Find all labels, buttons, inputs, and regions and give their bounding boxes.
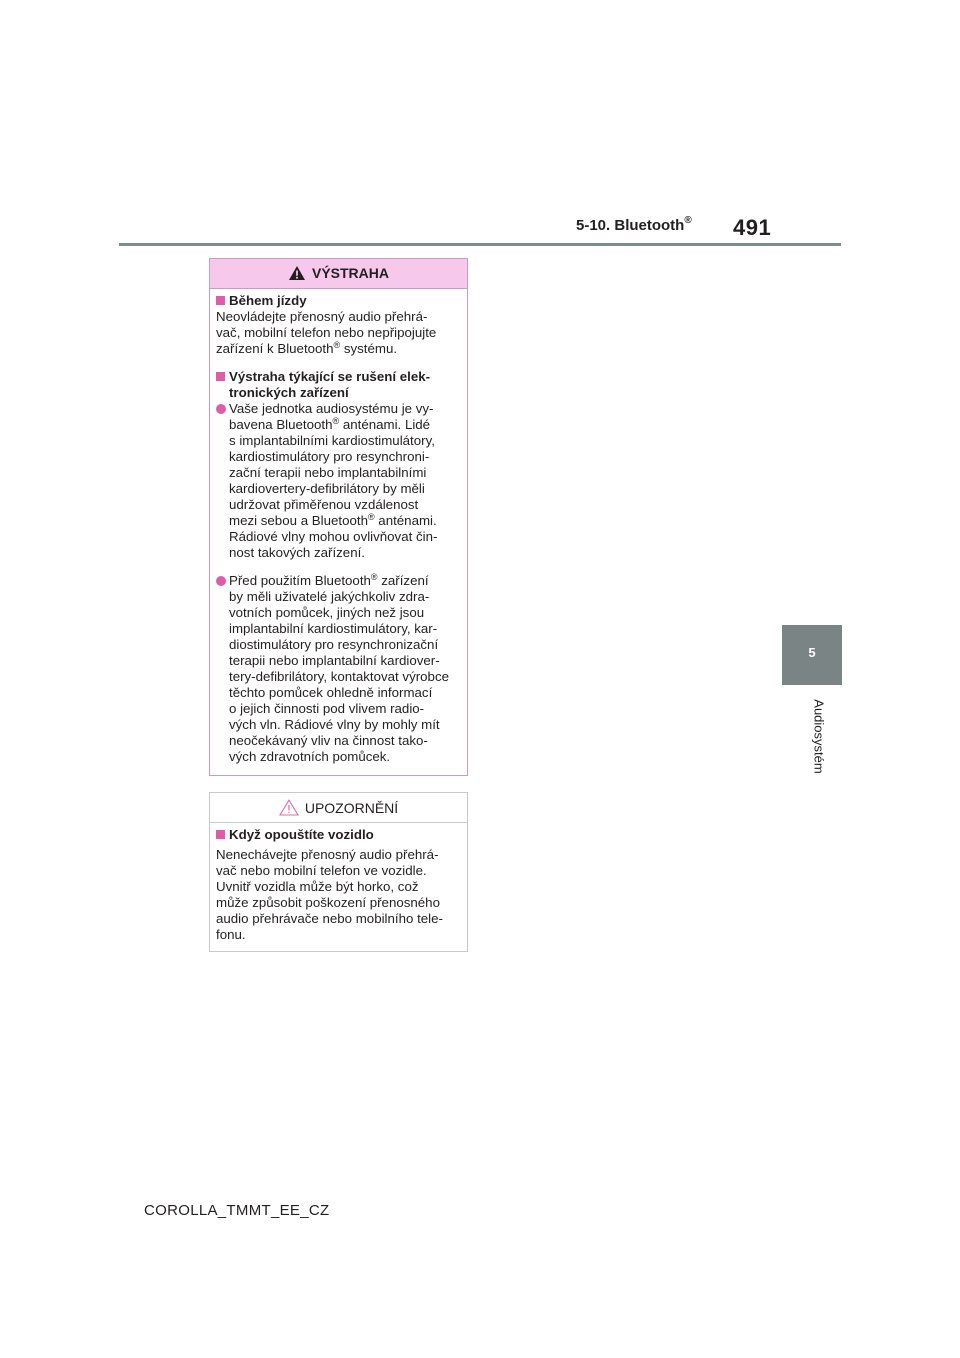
square-bullet-icon [216,372,225,381]
caution-title: UPOZORNĚNÍ [304,800,399,816]
list-item: Před použitím Bluetooth® zařízení by měli uživatelé jakýchkoliv zdra- votních pomůcek, jiných než jsou implantabilní kardiostimulátory, kar- diostimulátory pro resynchronizační terapii nebo implantabilní kardiover- tery-defibrilátory, kontaktovat výrobce těchto pomůcek ohledně informací o jejich činnosti pod vlivem radio- vých vln. Rádiové vlny by mohly mít neočekávaný vliv na činnost tako- vých zdravotních pomůcek. [216,573,461,765]
square-bullet-icon [216,830,225,839]
paragraph-line: Uvnitř vozidla může být horko, což [216,879,419,894]
page-number: 491 [733,215,772,240]
paragraph-line: fonu. [216,927,246,942]
list-item: Vaše jednotka audiosystému je vy- bavena Bluetooth® anténami. Lidé s implantabilními kardiostimulátory, kardiostimulátory pro resynchroni- zační terapii nebo implantabilními kardiovertery-defibrilátory by měli udržovat přiměřenou vzdálenost mezi sebou a Bluetooth® anténami. Rádiové vlny mohou ovlivňovat čin- nost takových zařízení. [216,401,461,561]
paragraph-line: Nenechávejte přenosný audio přehrá- [216,847,439,862]
section-heading: tronických zařízení [229,385,349,400]
page-header [0,0,960,260]
warning-title: VÝSTRAHA [311,265,389,281]
warning-header [210,259,467,289]
warning-triangle-icon [288,265,306,281]
caution-header [210,793,467,823]
section-title: 5-10. Bluetooth® [576,215,692,234]
warning-body [210,289,467,765]
caution-triangle-icon [279,799,299,816]
section-heading: Když opouštíte vozidlo [216,827,461,843]
warning-box [209,258,468,776]
paragraph-line: vač, mobilní telefon nebo nepřipojujte [216,325,437,340]
chapter-tab [782,625,842,685]
paragraph-line: může způsobit poškození přenosného [216,895,440,910]
caution-box [209,792,468,952]
paragraph-line: vač nebo mobilní telefon ve vozidle. [216,863,427,878]
chapter-label-text: Audiosystém [811,699,827,774]
section-heading: Výstraha týkající se rušení elek- [216,369,461,385]
document-code: COROLLA_TMMT_EE_CZ [144,1202,330,1219]
paragraph-line: zařízení k Bluetooth® systému. [216,340,398,356]
round-bullet-icon [216,404,226,414]
chapter-label [776,694,856,784]
caution-body [210,823,467,943]
paragraph-line: audio přehrávače nebo mobilního tele- [216,911,443,926]
square-bullet-icon [216,296,225,305]
section-heading: Během jízdy [216,293,461,309]
header-rule [119,243,841,246]
round-bullet-icon [216,576,226,586]
paragraph-line: Neovládejte přenosný audio přehrá- [216,309,428,324]
chapter-number: 5 [808,645,816,660]
